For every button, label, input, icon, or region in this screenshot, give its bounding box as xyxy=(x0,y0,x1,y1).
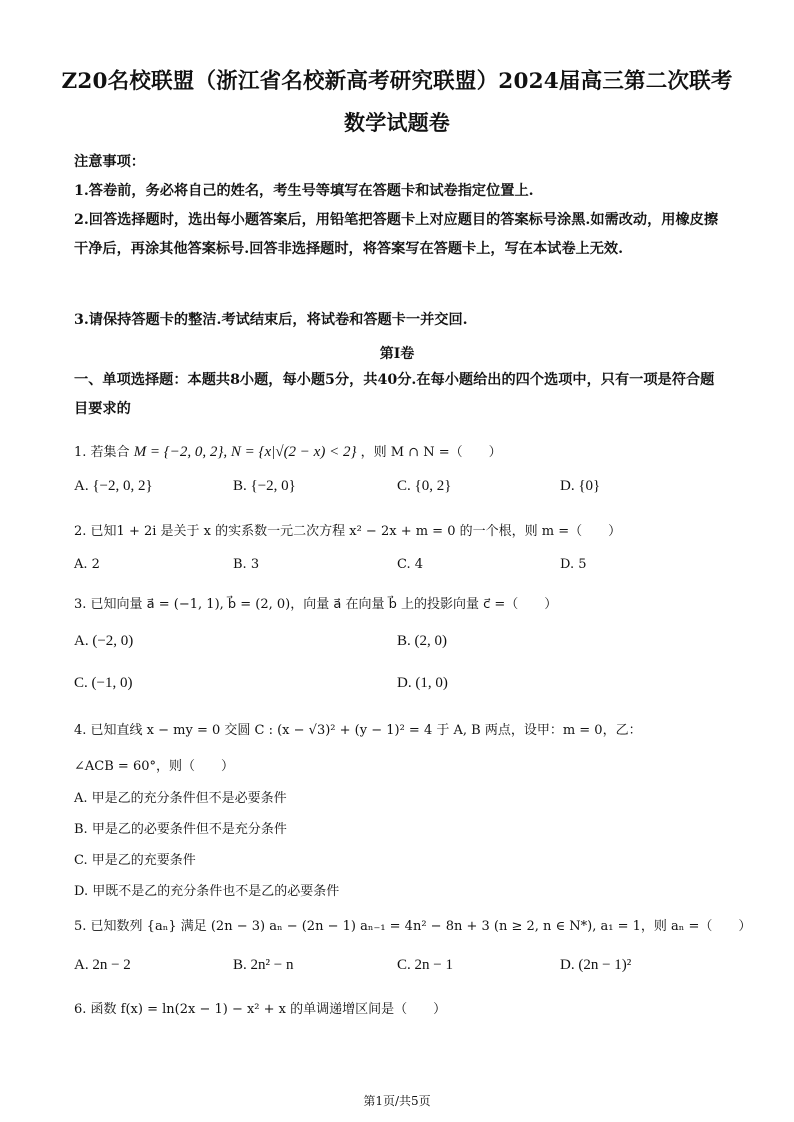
notice-item-2: 2.回答选择题时，选出每小题答案后，用铅笔把答题卡上对应题目的答案标号涂黑.如需改动，用橡皮擦干净后，再涂其他答案标号.回答非选择题时，将答案写在答题卡上，写在本试卷上无效. xyxy=(74,212,719,257)
q2-option-b: B. 3 xyxy=(233,557,260,572)
q1-option-b: B. {−2, 0} xyxy=(233,478,296,494)
q3-option-a: A. (−2, 0) xyxy=(74,633,134,649)
q4-option-c: C. 甲是乙的充要条件 xyxy=(74,853,196,868)
question-5: 5. 已知数列 {aₙ} 满足 (2n − 3) aₙ − (2n − 1) aₙ₋₁ = 4n² − 8n + 3 (n ≥ 2, n ∈ N*), a₁ = 1，则 aₙ =（ ） xyxy=(74,919,752,934)
question-1-suffix: ，则 M ∩ N =（ ） xyxy=(360,445,502,460)
question-1-prefix: 1. 若集合 xyxy=(74,445,130,460)
question-3: 3. 已知向量 a⃗ = (−1, 1), b⃗ = (2, 0)，向量 a⃗ 在向量 b⃗ 上的投影向量 c⃗ =（ ） xyxy=(74,597,558,612)
q5-option-d: D. (2n − 1)² xyxy=(560,957,632,973)
q3-option-c: C. (−1, 0) xyxy=(74,675,133,691)
question-4-line-1: 4. 已知直线 x − my = 0 交圆 C : (x − √3)² + (y − 1)² = 4 于 A, B 两点，设甲：m = 0，乙： xyxy=(74,723,642,738)
notice-heading: 注意事项： xyxy=(74,154,145,170)
q5-option-b: B. 2n² − n xyxy=(233,957,294,973)
question-1-math: M = {−2, 0, 2}, N = {x|√(2 − x) < 2} xyxy=(133,444,357,460)
question-1 xyxy=(74,441,502,461)
q2-option-d: D. 5 xyxy=(560,557,587,572)
question-2: 2. 已知1 + 2i 是关于 x 的实系数一元二次方程 x² − 2x + m = 0 的一个根，则 m =（ ） xyxy=(74,524,622,539)
section-1-heading: 一、单项选择题：本题共8小题，每小题5分，共40分.在每小题给出的四个选项中，只有一项是符合题目要求的 xyxy=(74,372,715,417)
q4-option-a: A. 甲是乙的充分条件但不是必要条件 xyxy=(74,791,287,806)
question-4-line-2: ∠ACB = 60°，则（ ） xyxy=(74,759,234,774)
notice-item-3: 3.请保持答题卡的整洁.考试结束后，将试卷和答题卡一并交回. xyxy=(74,312,468,328)
question-6: 6. 函数 f(x) = ln(2x − 1) − x² + x 的单调递增区间是（ ） xyxy=(74,1002,447,1017)
q4-option-d: D. 甲既不是乙的充分条件也不是乙的必要条件 xyxy=(74,884,340,899)
q5-option-c: C. 2n − 1 xyxy=(397,957,453,973)
q1-option-d: D. {0} xyxy=(560,478,601,494)
q5-option-a: A. 2n − 2 xyxy=(74,957,131,973)
q3-option-b: B. (2, 0) xyxy=(397,633,447,649)
q1-option-a: A. {−2, 0, 2} xyxy=(74,478,153,494)
q1-option-c: C. {0, 2} xyxy=(397,478,452,494)
q4-option-b: B. 甲是乙的必要条件但不是充分条件 xyxy=(74,822,287,837)
notice-item-1: 1.答卷前，务必将自己的姓名，考生号等填写在答题卡和试卷指定位置上. xyxy=(74,183,534,199)
exam-subtitle: 数学试题卷 xyxy=(344,110,450,135)
volume-heading: 第Ⅰ卷 xyxy=(379,346,415,362)
q3-option-d: D. (1, 0) xyxy=(397,675,448,691)
q2-option-c: C. 4 xyxy=(397,557,424,572)
page-footer: 第1页/共5页 xyxy=(363,1094,431,1108)
exam-title: Z20名校联盟（浙江省名校新高考研究联盟）2024届高三第二次联考 xyxy=(61,69,733,94)
q2-option-a: A. 2 xyxy=(74,557,100,572)
